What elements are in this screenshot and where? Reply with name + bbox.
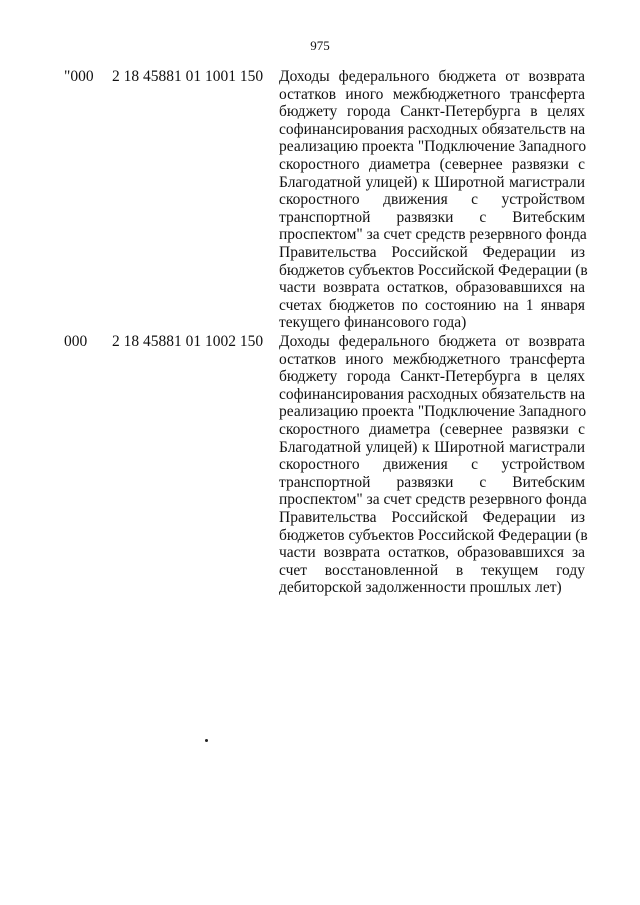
description-line: текущего финансового года): [279, 314, 467, 332]
description-line: проспектом" за счет средств резервного фонда: [279, 491, 587, 509]
description-line: софинансирования расходных обязательств на: [279, 385, 586, 403]
admin-code: 000: [64, 333, 88, 350]
description-line: скоростного движения с устройством: [279, 191, 585, 209]
admin-code: "000: [64, 68, 94, 85]
description-line: транспортной развязки с Витебским: [279, 473, 585, 491]
description-line: скоростного движения с устройством: [279, 456, 585, 474]
description-line: бюджету города Санкт-Петербурга в целях: [279, 103, 585, 121]
description-line: Правительства Российской Федерации из: [279, 243, 585, 261]
description-line: скоростного диаметра (севернее развязки с: [279, 155, 585, 173]
budget-classification-code: 2 18 45881 01 1001 150: [112, 68, 264, 85]
description-line: части возврата остатков, образовавшихся за: [279, 544, 585, 562]
description-line: части возврата остатков, образовавшихся на: [279, 279, 585, 297]
description-line: счетах бюджетов по состоянию на 1 января: [279, 296, 585, 314]
revenue-description: [279, 68, 588, 332]
page-number: 975: [310, 38, 330, 53]
description-line: Благодатной улицей) к Широтной магистрали: [279, 173, 585, 191]
description-line: дебиторской задолженности прошлых лет): [279, 579, 562, 597]
description-line: реализацию проекта "Подключение Западного: [279, 138, 587, 156]
revenue-description: [279, 333, 588, 597]
description-line: бюджетов субъектов Российской Федерации (в: [279, 261, 588, 279]
description-line: остатков иного межбюджетного трансферта: [279, 85, 585, 103]
description-line: бюджету города Санкт-Петербурга в целях: [279, 368, 585, 386]
description-line: бюджетов субъектов Российской Федерации (в: [279, 526, 588, 544]
description-line: реализацию проекта "Подключение Западного: [279, 403, 587, 421]
description-line: Благодатной улицей) к Широтной магистрали: [279, 438, 585, 456]
description-line: проспектом" за счет средств резервного фонда: [279, 226, 587, 244]
description-line: Доходы федерального бюджета от возврата: [279, 333, 585, 350]
budget-classification-code: 2 18 45881 01 1002 150: [112, 333, 264, 350]
description-line: остатков иного межбюджетного трансферта: [279, 350, 585, 368]
description-line: счет восстановленной в текущем году: [279, 561, 585, 579]
description-line: Доходы федерального бюджета от возврата: [279, 68, 585, 85]
description-line: Правительства Российской Федерации из: [279, 508, 585, 526]
description-line: скоростного диаметра (севернее развязки с: [279, 420, 585, 438]
scan-speck: [205, 739, 208, 742]
description-line: транспортной развязки с Витебским: [279, 208, 585, 226]
description-line: софинансирования расходных обязательств на: [279, 120, 586, 138]
